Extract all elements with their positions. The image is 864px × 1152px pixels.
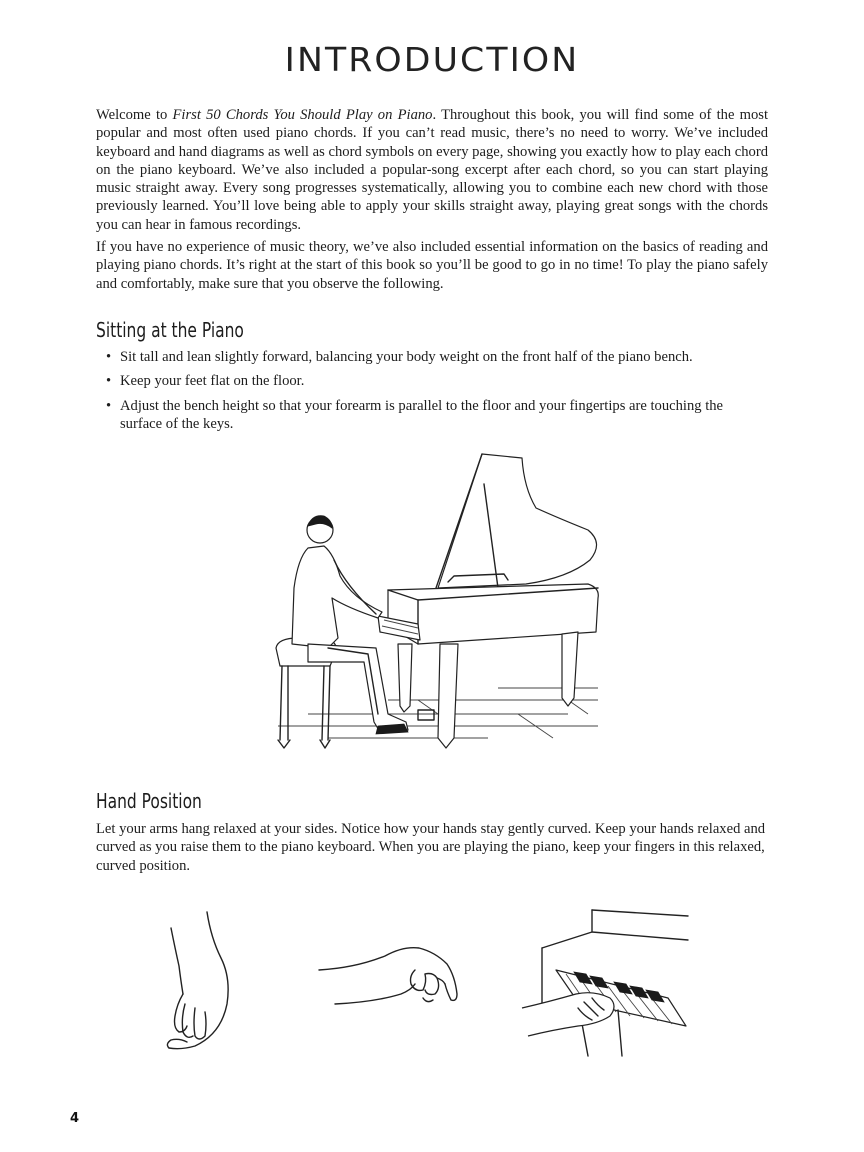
- bullet-text: Sit tall and lean slightly forward, balancing your body weight on the front half of the piano bench.: [120, 349, 693, 365]
- curved-hand-raised-illustration: [315, 938, 465, 1013]
- piano-left-leg: [398, 644, 412, 712]
- relaxed-hand-hanging-illustration: [155, 908, 245, 1058]
- bullet-text: Keep your feet flat on the floor.: [120, 373, 305, 390]
- hand-on-keyboard-illustration: [518, 906, 690, 1058]
- intro-welcome-text: Welcome to: [96, 107, 173, 123]
- book-title: First 50 Chords You Should Play on Piano: [172, 107, 433, 123]
- bullet-icon: •: [106, 397, 112, 414]
- bullet-text: Adjust the bench height so that your forearm is parallel to the floor and your fingertips are touching the surface of the keys.: [120, 397, 724, 432]
- hand-position-paragraph: Let your arms hang relaxed at your sides. Notice how your hands stay gently curved. Keep your hands relaxed and curved as you raise them to the piano keyboard. When you are playing the piano, keep your fingers in this relaxed, curved position.: [96, 821, 766, 874]
- sitting-bullet-list: [96, 348, 768, 439]
- section-heading-hand-position: Hand Position: [96, 789, 202, 813]
- intro-paragraph-1: [96, 106, 768, 234]
- piano-front-leg: [438, 644, 458, 748]
- hand-on-keys: [522, 993, 614, 1036]
- piano-lid: [438, 454, 597, 588]
- pianist-at-grand-piano-illustration: [268, 448, 608, 758]
- list-item: [96, 348, 768, 366]
- intro-paragraph-1-rest: . Throughout this book, you will find some of the most popular and most often used piano chords. If you can’t read music, there’s no need to worry. We’ve included keyboard and hand diagrams as well as chord symbols on every page, showing you exactly how to play each chord on the piano keyboard. We’ve also included a popular-song excerpt after each chord, so you can start playing music straight away. Every song progresses systematically, allowing you to combine each new chord with those previously learned. You’ll love being able to apply your skills straight away, playing great songs with the chords you can hear in famous recordings.: [96, 107, 769, 233]
- page-number: 4: [70, 1111, 80, 1126]
- section-heading-sitting: Sitting at the Piano: [96, 318, 244, 342]
- list-item: [96, 372, 768, 390]
- bullet-icon: •: [106, 373, 112, 390]
- pianist-torso: [292, 546, 382, 648]
- intro-paragraph-2: If you have no experience of music theory, we’ve also included essential information on the basics of reading and playing piano chords. It’s right at the start of this book so you’ll be good to go in no time! To play the piano safely and comfortably, make sure that you observe the following.: [96, 239, 768, 292]
- piano-back-leg: [562, 632, 578, 706]
- page-title: INTRODUCTION: [284, 40, 580, 79]
- bullet-icon: •: [106, 349, 112, 365]
- list-item: [96, 397, 768, 434]
